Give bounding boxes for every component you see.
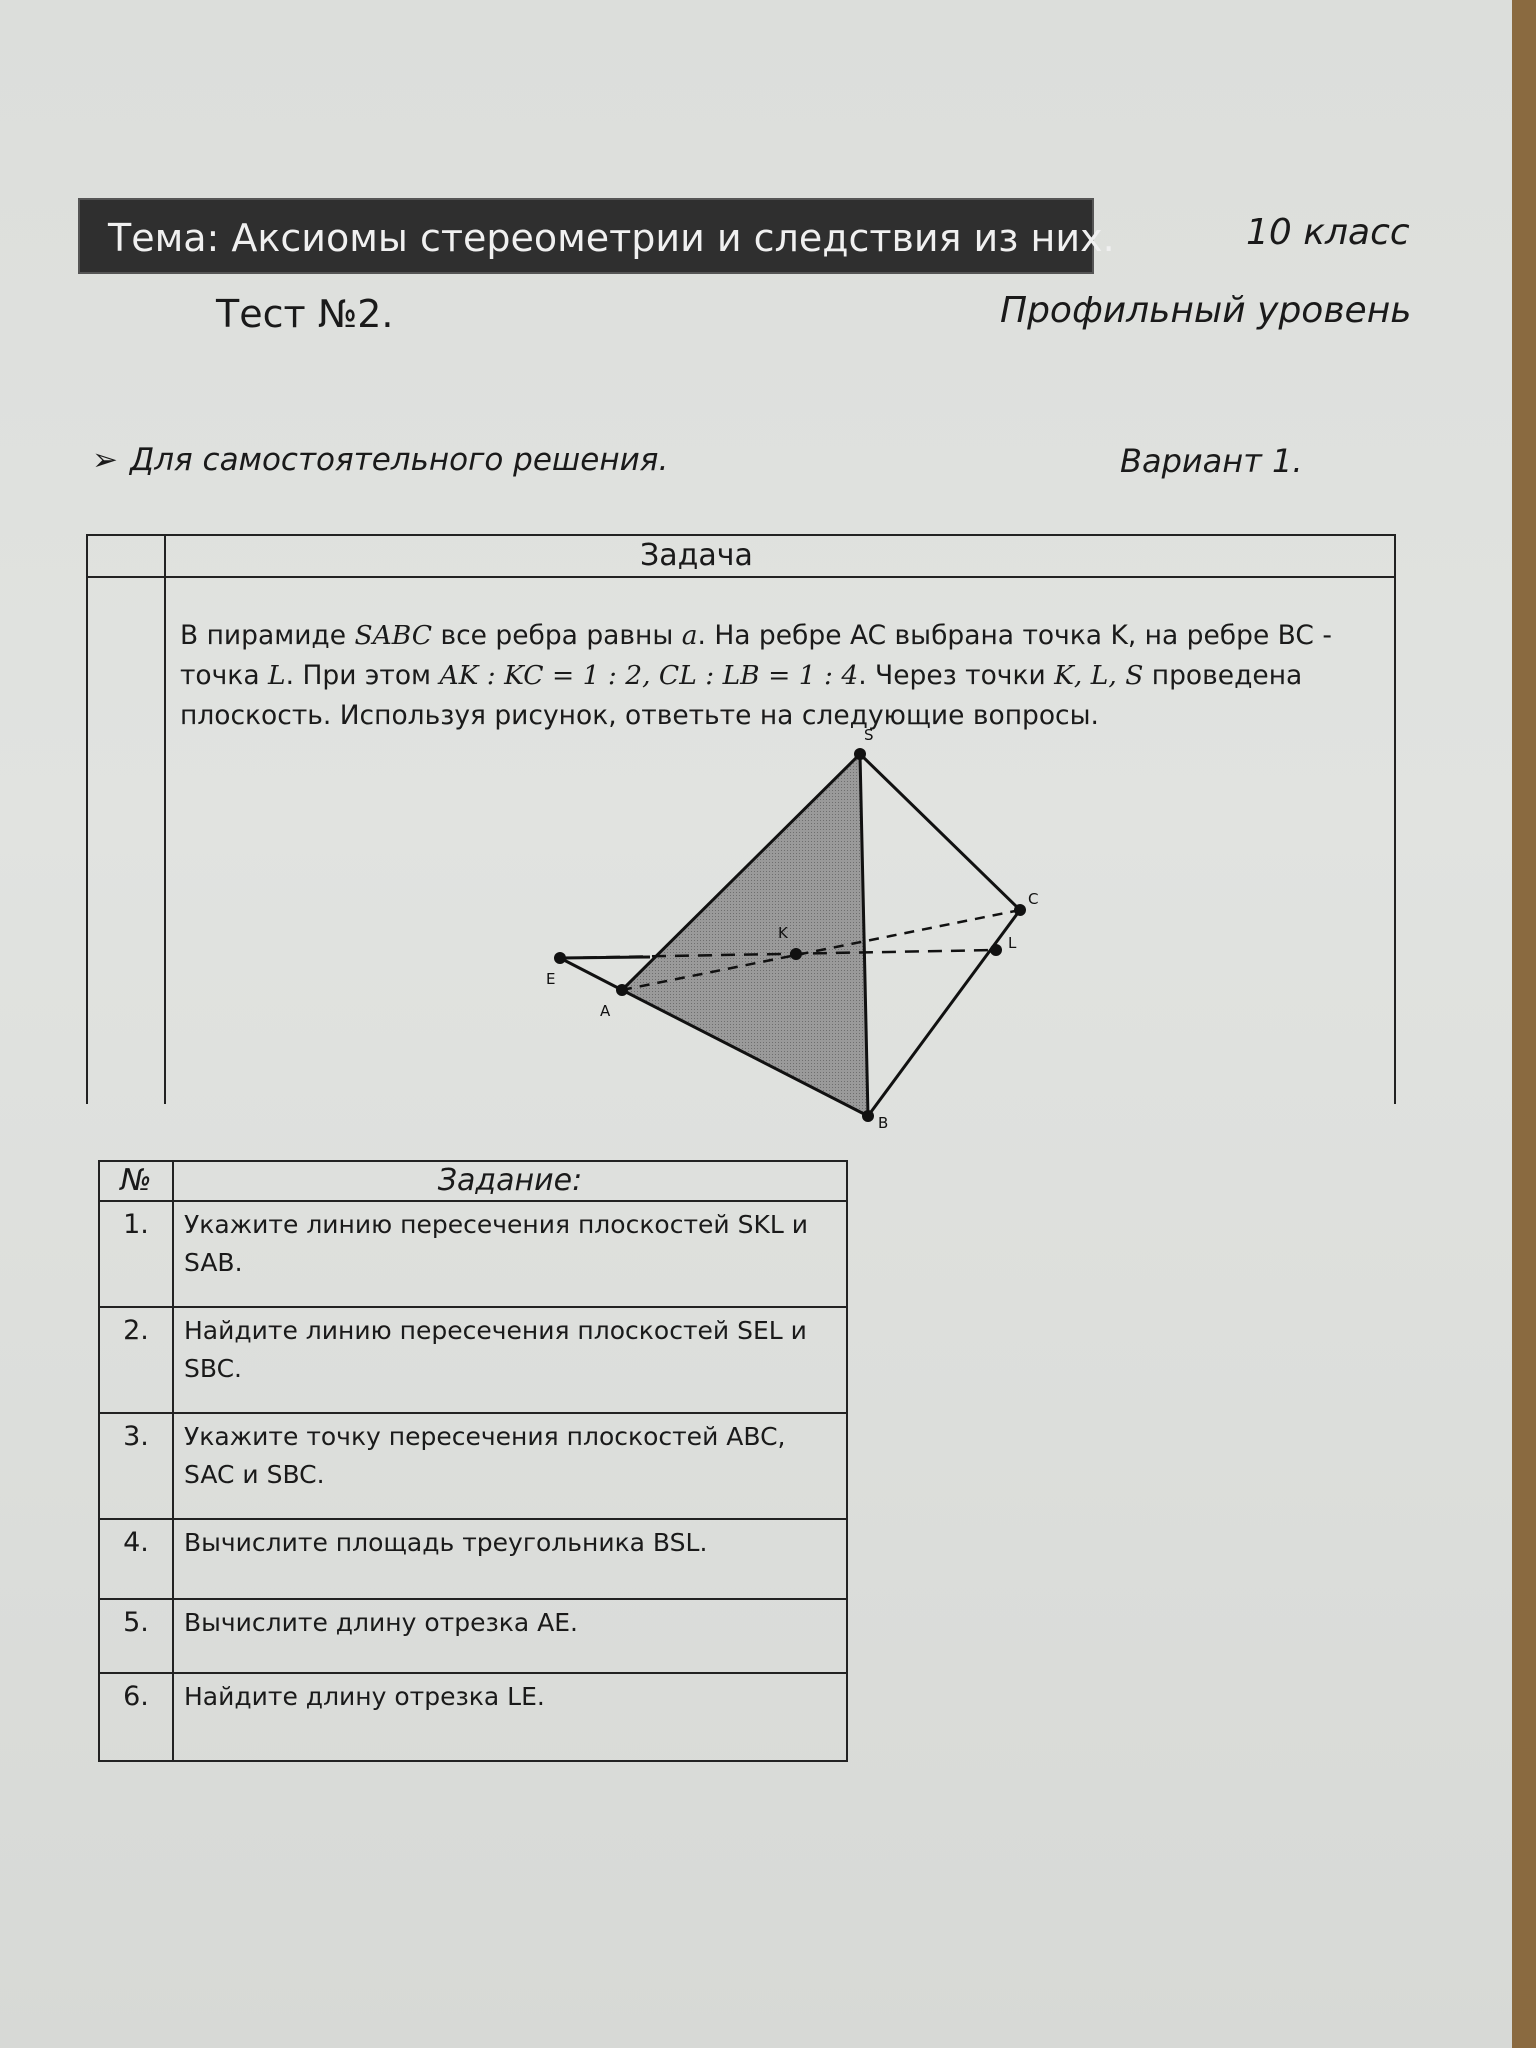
edge-sc: [860, 754, 1020, 910]
text-fragment: . На ребре AC выбрана точка K, на ребре BC -: [697, 620, 1332, 651]
label-c: C: [1028, 890, 1039, 908]
questions-header-row: [99, 1161, 847, 1201]
point-k: [790, 948, 802, 960]
task-header: Задача: [640, 538, 753, 573]
text-fragment: . Через точки: [858, 660, 1055, 691]
task-statement: [180, 616, 1380, 736]
variant-label: Вариант 1.: [1120, 442, 1303, 480]
segment-ea: [560, 958, 622, 990]
point-a: [616, 984, 628, 996]
question-number: 6.: [99, 1673, 173, 1761]
grade-label: 10 класс: [1246, 212, 1410, 253]
edge-bc: [868, 910, 1020, 1116]
question-text: Укажите точку пересечения плоскостей ABC, SAC и SBC.: [173, 1413, 847, 1519]
question-number: 5.: [99, 1599, 173, 1673]
column-divider: [164, 536, 166, 1104]
test-title: Тест №2.: [216, 292, 394, 336]
task-line-2: [180, 656, 1380, 696]
questions-table: [98, 1160, 848, 1762]
label-a: A: [600, 1002, 611, 1020]
question-text: Укажите линию пересечения плоскостей SKL и SAB.: [173, 1201, 847, 1307]
label-l: L: [1008, 934, 1017, 952]
question-number: 1.: [99, 1201, 173, 1307]
point-l: [990, 944, 1002, 956]
question-text: Вычислите длину отрезка AE.: [173, 1599, 847, 1673]
text-fragment: точка: [180, 660, 268, 691]
question-row: [99, 1519, 847, 1599]
label-k: K: [778, 924, 788, 942]
task-line-1: [180, 616, 1380, 656]
shaded-face-sab: [622, 754, 868, 1116]
label-b: B: [878, 1114, 889, 1132]
point-e: [554, 952, 566, 964]
question-row: [99, 1673, 847, 1761]
arrow-bullet-icon: ➢: [92, 442, 118, 478]
text-fragment: все ребра равны: [432, 620, 682, 651]
label-e: E: [546, 970, 556, 988]
text-fragment: проведена: [1143, 660, 1303, 691]
math-fragment: K, L, S: [1054, 660, 1144, 691]
point-s: [854, 748, 866, 760]
question-row: [99, 1201, 847, 1307]
math-fragment: AK : KC = 1 : 2, CL : LB = 1 : 4: [439, 660, 859, 691]
question-number: 2.: [99, 1307, 173, 1413]
question-row: [99, 1599, 847, 1673]
column-header-task: Задание:: [173, 1161, 847, 1201]
text-fragment: . При этом: [285, 660, 440, 691]
level-label: Профильный уровень: [1000, 290, 1412, 331]
section-label: Для самостоятельного решения.: [129, 442, 669, 478]
pyramid-figure: [520, 724, 1080, 1144]
question-text: Вычислите площадь треугольника BSL.: [173, 1519, 847, 1599]
point-c: [1014, 904, 1026, 916]
question-row: [99, 1413, 847, 1519]
question-text: Найдите линию пересечения плоскостей SEL и SBC.: [173, 1307, 847, 1413]
question-number: 3.: [99, 1413, 173, 1519]
theme-banner: Тема: Аксиомы стереометрии и следствия из них.: [78, 198, 1094, 274]
text-fragment: В пирамиде: [180, 620, 355, 651]
math-fragment: SABC: [354, 620, 433, 651]
question-number: 4.: [99, 1519, 173, 1599]
math-fragment: a: [681, 620, 698, 651]
math-fragment: L: [267, 660, 286, 691]
header-divider: [88, 576, 1394, 578]
question-text: Найдите длину отрезка LE.: [173, 1673, 847, 1761]
column-header-number: №: [99, 1161, 173, 1201]
point-b: [862, 1110, 874, 1122]
segment-e-to-face: [560, 957, 650, 958]
section-heading: [92, 442, 668, 478]
task-line-3: плоскость. Используя рисунок, ответьте на следующие вопросы.: [180, 700, 1099, 731]
label-s: S: [864, 726, 874, 744]
question-row: [99, 1307, 847, 1413]
